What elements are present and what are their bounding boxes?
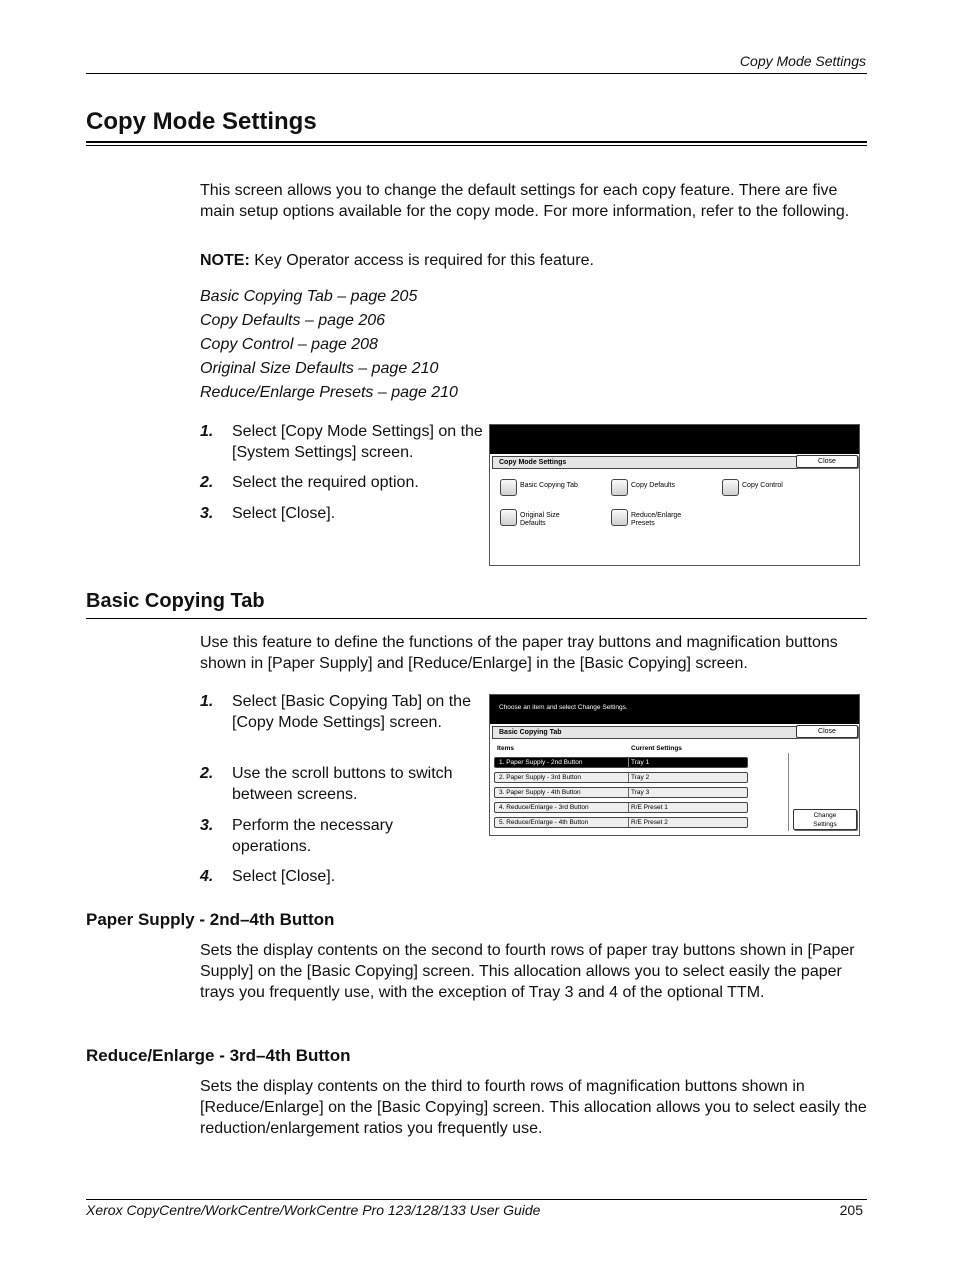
step-text: Perform the necessary operations. <box>232 817 393 855</box>
row-divider <box>628 758 629 767</box>
step-text: Use the scroll buttons to switch between screens. <box>232 765 453 803</box>
note-text: Key Operator access is required for this feature. <box>249 252 594 269</box>
row-item: 4. Reduce/Enlarge - 3rd Button <box>499 804 589 811</box>
step-text: Select the required option. <box>232 474 419 491</box>
step-number: 3. <box>200 817 214 834</box>
section-heading: Basic Copying Tab <box>86 590 265 612</box>
page-title: Copy Mode Settings <box>86 108 317 135</box>
row-value: R/E Preset 2 <box>631 819 668 826</box>
option-label: Reduce/Enlarge Presets <box>631 512 682 527</box>
copy-control-button[interactable] <box>722 479 827 497</box>
row-item: 5. Reduce/Enlarge - 4th Button <box>499 819 589 826</box>
step-number: 3. <box>200 505 214 522</box>
link-original-size-defaults[interactable]: Original Size Defaults – page 210 <box>200 360 439 377</box>
panel-divider <box>788 753 789 831</box>
step-text: Select [Close]. <box>232 505 336 522</box>
option-button-icon <box>500 509 517 526</box>
subsection-heading-paper-supply: Paper Supply - 2nd–4th Button <box>86 910 335 929</box>
table-row[interactable] <box>494 772 748 783</box>
option-label: Basic Copying Tab <box>520 482 578 489</box>
row-divider <box>628 803 629 812</box>
row-divider <box>628 788 629 797</box>
option-button-icon <box>500 479 517 496</box>
section-rule <box>86 618 867 619</box>
change-settings-button[interactable] <box>793 809 857 830</box>
step-number: 1. <box>200 423 214 440</box>
subsection-heading-reduce-enlarge: Reduce/Enlarge - 3rd–4th Button <box>86 1046 351 1065</box>
screen-title-bar: Basic Copying Tab <box>492 726 857 739</box>
note-paragraph <box>200 250 870 271</box>
title-rule-thin <box>86 145 867 146</box>
screen-message-bar: Choose an item and select Change Settings. <box>490 695 859 724</box>
note-label: NOTE: <box>200 252 250 269</box>
table-row[interactable] <box>494 817 748 828</box>
column-header-items: Items <box>497 745 514 752</box>
close-button[interactable]: Close <box>796 455 858 468</box>
close-button[interactable]: Close <box>796 725 858 738</box>
row-item: 2. Paper Supply - 3rd Button <box>499 774 582 781</box>
step-number: 4. <box>200 868 214 885</box>
step-item <box>200 815 485 859</box>
screen-title-bar: Copy Mode Settings <box>492 456 857 469</box>
table-row[interactable] <box>494 757 748 768</box>
step-item <box>200 763 485 807</box>
column-header-current-settings: Current Settings <box>631 745 682 752</box>
step-number: 2. <box>200 765 214 782</box>
option-label: Copy Defaults <box>631 482 675 489</box>
option-label: Copy Control <box>742 482 783 489</box>
row-value: R/E Preset 1 <box>631 804 668 811</box>
row-value: Tray 2 <box>631 774 650 781</box>
option-button-icon <box>722 479 739 496</box>
intro-paragraph: This screen allows you to change the default settings for each copy feature. There are five main setup options available for the copy mode. For more information, refer to the following. <box>200 182 850 220</box>
row-value: Tray 1 <box>631 759 650 766</box>
change-settings-label-1: Change <box>813 812 837 819</box>
step-text: Select [Copy Mode Settings] on the [System Settings] screen. <box>232 423 483 461</box>
copy-mode-settings-screenshot <box>489 424 860 566</box>
row-item: 3. Paper Supply - 4th Button <box>499 789 581 796</box>
table-row[interactable] <box>494 802 748 813</box>
link-copy-defaults[interactable]: Copy Defaults – page 206 <box>200 312 386 329</box>
reduce-enlarge-presets-button[interactable] <box>611 509 716 527</box>
screen-message-bar <box>490 425 859 454</box>
title-rule <box>86 141 867 143</box>
section-intro: Use this feature to define the functions of the paper tray buttons and magnification buttons shown in [Paper Supply] and [Reduce/Enlarge] in the [Basic Copying] screen. <box>200 634 838 672</box>
page-number: 205 <box>839 1202 863 1218</box>
step-item <box>200 503 485 525</box>
basic-copying-tab-screenshot <box>489 694 860 836</box>
original-size-defaults-button[interactable] <box>500 509 605 527</box>
row-divider <box>628 773 629 782</box>
row-item: 1. Paper Supply - 2nd Button <box>499 759 583 766</box>
step-text: Select [Close]. <box>232 868 336 885</box>
row-value: Tray 3 <box>631 789 650 796</box>
footer-guide-title: Xerox CopyCentre/WorkCentre/WorkCentre Pro 123/128/133 User Guide <box>86 1202 541 1218</box>
paper-supply-description: Sets the display contents on the second to fourth rows of paper tray buttons shown in [Paper Supply] on the [Basic Copying] screen. This allocation allows you to select easily the paper trays you frequently use, with the exception of Tray 3 and 4 of the optional TTM. <box>200 942 855 1001</box>
header-rule <box>86 73 867 74</box>
option-label: Original Size Defaults <box>520 512 560 527</box>
step-number: 1. <box>200 693 214 710</box>
table-row[interactable] <box>494 787 748 798</box>
basic-copying-tab-button[interactable] <box>500 479 605 497</box>
step-item <box>200 421 485 465</box>
link-reduce-enlarge-presets[interactable]: Reduce/Enlarge Presets – page 210 <box>200 384 458 401</box>
row-divider <box>628 818 629 827</box>
reduce-enlarge-description: Sets the display contents on the third to fourth rows of magnification buttons shown in [Reduce/Enlarge] on the [Basic Copying] screen. This allocation allows you to select easily the reduction/enlargement ratios you frequently use. <box>200 1078 867 1137</box>
link-basic-copying-tab[interactable]: Basic Copying Tab – page 205 <box>200 288 418 305</box>
step-number: 2. <box>200 474 214 491</box>
option-button-icon <box>611 509 628 526</box>
option-button-icon <box>611 479 628 496</box>
change-settings-label-2: Settings <box>813 821 837 828</box>
step-item <box>200 866 485 888</box>
step-text: Select [Basic Copying Tab] on the [Copy Mode Settings] screen. <box>232 693 471 731</box>
link-copy-control[interactable]: Copy Control – page 208 <box>200 336 378 353</box>
footer-rule <box>86 1199 867 1200</box>
step-item <box>200 691 485 755</box>
copy-defaults-button[interactable] <box>611 479 716 497</box>
step-item <box>200 472 485 494</box>
running-header: Copy Mode Settings <box>739 53 866 69</box>
